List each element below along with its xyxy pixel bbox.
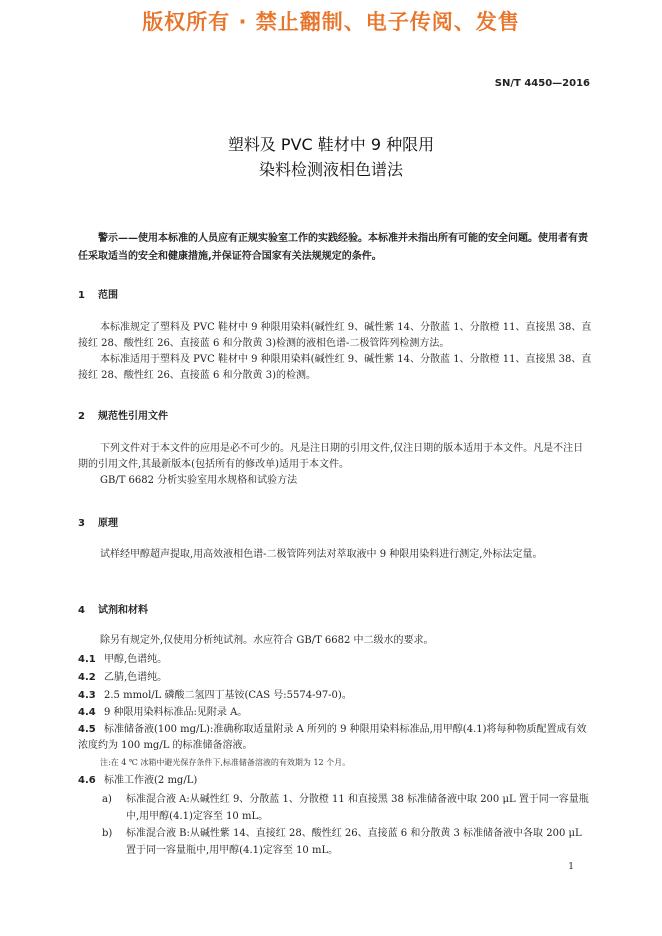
paragraph: 下列文件对于本文件的应用是必不可少的。凡是注日期的引用文件,仅注日期的版本适用于本文件。凡是不注日期的引用文件,其最新版本(包括所有的修改单)适用于本文件。 bbox=[78, 443, 584, 470]
list-item-4-6 bbox=[78, 773, 592, 789]
section-number: 4 bbox=[78, 605, 85, 616]
item-text: 9 种限用染料标准品:见附录 A。 bbox=[104, 707, 248, 718]
item-number: 4.2 bbox=[78, 672, 96, 683]
section-4-heading bbox=[78, 601, 148, 616]
section-number: 2 bbox=[78, 411, 85, 422]
item-number: 4.1 bbox=[78, 654, 96, 665]
section-title: 原理 bbox=[98, 518, 118, 529]
title-line-1: 塑料及 PVC 鞋材中 9 种限用 bbox=[227, 135, 435, 154]
paragraph: 本标准规定了塑料及 PVC 鞋材中 9 种限用染料(碱性红 9、碱性紫 14、分散蓝 1、分散橙 11、直接黑 38、直接红 28、酸性红 26、直接蓝 6 和分散黄 3)检测的液相色谱-二极管阵列检测方法。 bbox=[78, 322, 592, 349]
item-number: 4.4 bbox=[78, 707, 96, 718]
section-number: 1 bbox=[78, 290, 85, 301]
sub-item-a bbox=[102, 791, 592, 825]
list-item-4-3 bbox=[78, 688, 592, 704]
section-3-body bbox=[78, 547, 592, 563]
item-text: 乙腈,色谱纯。 bbox=[104, 672, 168, 683]
list-item-4-5 bbox=[78, 722, 592, 754]
document-title bbox=[0, 132, 662, 182]
section-1-heading bbox=[78, 286, 118, 301]
sub-item-b bbox=[102, 825, 592, 859]
section-2-heading bbox=[78, 407, 168, 422]
standard-code: SN/T 4450—2016 bbox=[494, 78, 590, 89]
title-line-2: 染料检测液相色谱法 bbox=[258, 160, 403, 179]
section-title: 规范性引用文件 bbox=[98, 411, 168, 422]
reference-gbt6682: GB/T 6682 分析实验室用水规格和试验方法 bbox=[100, 475, 298, 486]
section-1-body bbox=[78, 320, 592, 384]
item-number: 4.5 bbox=[78, 724, 96, 735]
item-text: 甲醇,色谱纯。 bbox=[104, 654, 168, 665]
section-2-body bbox=[78, 441, 592, 489]
item-number: 4.6 bbox=[78, 775, 96, 786]
paragraph: 除另有规定外,仅使用分析纯试剂。水应符合 GB/T 6682 中二级水的要求。 bbox=[100, 635, 434, 646]
section-3-heading bbox=[78, 514, 118, 529]
item-text: 2.5 mmol/L 磷酸二氢四丁基铵(CAS 号:5574-97-0)。 bbox=[104, 690, 352, 701]
sub-item-text: 标准混合液 B:从碱性紫 14、直接红 28、酸性红 26、直接蓝 6 和分散黄 3 标准储备液中各取 200 μL 置于同一容量瓶中,用甲醇(4.1)定容至 10 mL。 bbox=[126, 828, 582, 856]
list-item-4-1 bbox=[78, 652, 592, 668]
warning-text: 警示——使用本标准的人员应有正规实验室工作的实践经验。本标准并未指出所有可能的安全问题。使用者有责任采取适当的安全和健康措施,并保证符合国家有关法规规定的条件。 bbox=[78, 233, 588, 262]
storage-note: 注:在 4 ℃ 冰箱中避光保存条件下,标准储备溶液的有效期为 12 个月。 bbox=[100, 758, 351, 767]
copyright-banner: 版权所有 · 禁止翻制、电子传阅、发售 bbox=[142, 10, 520, 34]
section-title: 范围 bbox=[98, 290, 118, 301]
paragraph: 本标准适用于塑料及 PVC 鞋材中 9 种限用染料(碱性红 9、碱性紫 14、分散蓝 1、分散橙 11、直接黑 38、直接红 28、酸性红 26、直接蓝 6 和分散黄 3)的检测。 bbox=[78, 354, 592, 381]
item-text: 标准储备液(100 mg/L):准确称取适量附录 A 所列的 9 种限用染料标准品,用甲醇(4.1)将每种物质配置成有效浓度约为 100 mg/L 的标准储备溶液。 bbox=[78, 724, 587, 751]
page-number: 1 bbox=[568, 862, 574, 872]
list-item-4-2 bbox=[78, 670, 592, 686]
section-number: 3 bbox=[78, 518, 85, 529]
sub-item-label: b) bbox=[102, 828, 113, 839]
section-title: 试剂和材料 bbox=[98, 605, 148, 616]
sub-item-label: a) bbox=[102, 794, 112, 805]
item-number: 4.3 bbox=[78, 690, 96, 701]
paragraph: 试样经甲醇超声提取,用高效液相色谱-二极管阵列法对萃取液中 9 种限用染料进行测定,外标法定量。 bbox=[100, 549, 543, 560]
item-text: 标准工作液(2 mg/L) bbox=[104, 775, 198, 786]
section-4-intro bbox=[78, 633, 592, 649]
list-item-4-4 bbox=[78, 705, 592, 721]
sub-item-text: 标准混合液 A:从碱性红 9、分散蓝 1、分散橙 11 和直接黑 38 标准储备液中取 200 μL 置于同一容量瓶中,用甲醇(4.1)定容至 10 mL。 bbox=[126, 794, 589, 822]
